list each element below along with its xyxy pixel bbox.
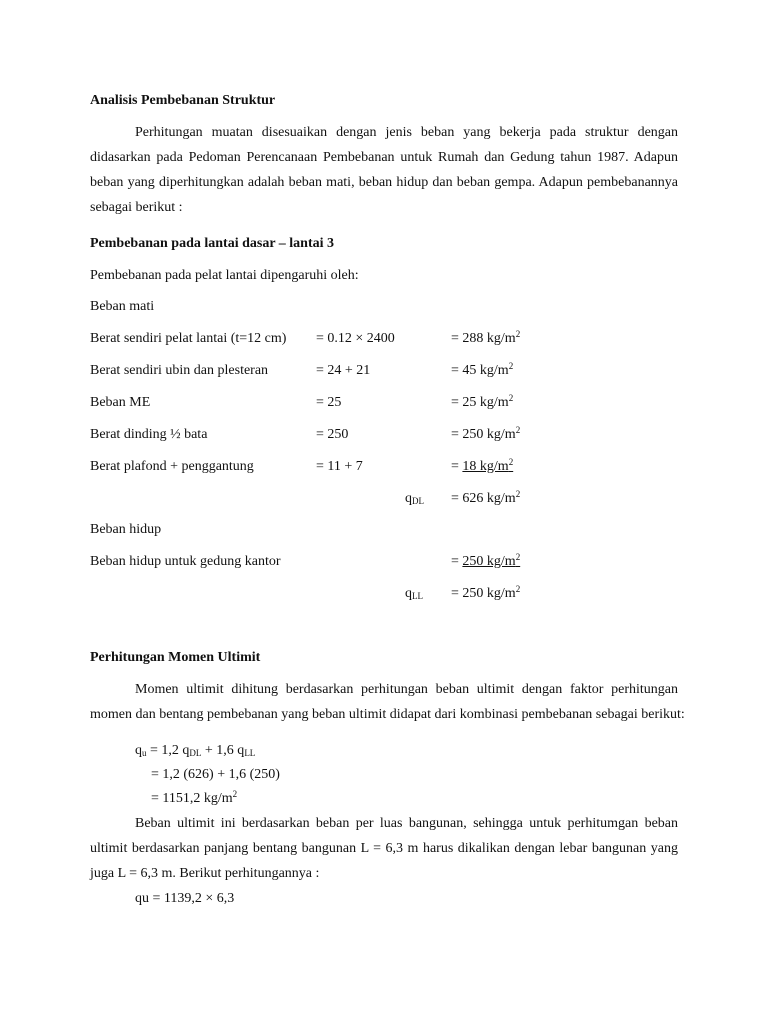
dead-load-total-value: = 626 $kg/m^2$ bbox=[451, 489, 521, 506]
ultimate-load-formula-line-1: $q_u = 1,2$ $q_{DL} + 1,6$ $q_{LL}$ bbox=[135, 743, 256, 758]
dead-load-title: Beban mati bbox=[90, 299, 155, 314]
dead-load-row-label: Beban ME bbox=[90, 395, 151, 410]
ultimate-load-formula-line-2: = 1,2 (626) + 1,6 (250) bbox=[151, 767, 280, 782]
dead-load-row-result: = 25 $kg/m^2$ bbox=[451, 393, 514, 410]
live-load-row-result: = 250 $kg/m^2$ bbox=[451, 552, 521, 569]
intro-line-3: beban yang diperhitungkan adalah beban mati, beban hidup dan beban gempa. Adapun pembebanannya bbox=[90, 175, 678, 190]
qu-calculation-line: qu = 1139,2 × 6,3 bbox=[135, 891, 235, 906]
intro-line-2: didasarkan pada Pedoman Perencanaan Pembebanan untuk Rumah dan Gedung tahun 1987. Adapun bbox=[90, 150, 678, 165]
ultimate-para-line-2: ultimit berdasarkan panjang bentang bangunan L = 6,3 m harus dikalikan dengan lebar bangunan yang bbox=[90, 841, 678, 856]
dead-load-row-formula: = 0.12 × 2400 bbox=[316, 331, 395, 346]
section-heading-load-analysis: Analisis Pembebanan Struktur bbox=[90, 93, 276, 108]
live-load-row-label: Beban hidup untuk gedung kantor bbox=[90, 554, 281, 569]
moment-para-line-2: momen dan bentang pembebanan yang beban ultimit didapat dari kombinasi pembebanan sebagai berikut: bbox=[90, 707, 685, 722]
dead-load-row-result: = 18 $kg/m^2$ bbox=[451, 457, 514, 474]
ultimate-para-line-3: juga L = 6,3 m. Berikut perhitungannya : bbox=[90, 866, 320, 881]
dead-load-row-label: Berat sendiri pelat lantai (t=12 cm) bbox=[90, 331, 287, 346]
dead-load-row-formula: = 24 + 21 bbox=[316, 363, 371, 378]
dead-load-row-result: = 250 $kg/m^2$ bbox=[451, 425, 521, 442]
dead-load-row-result: = 45 $kg/m^2$ bbox=[451, 361, 514, 378]
live-load-total-symbol: $q_{LL}$ bbox=[405, 586, 423, 601]
dead-load-row-result: = 288 $kg/m^2$ bbox=[451, 329, 521, 346]
ultimate-load-formula-line-3: = 1151,2 $kg/m^2$ bbox=[151, 789, 238, 806]
dead-load-row-label: Berat dinding ½ bata bbox=[90, 427, 208, 442]
intro-line-4: sebagai berikut : bbox=[90, 200, 183, 215]
dead-load-row-formula: = 250 bbox=[316, 427, 349, 442]
section-heading-ultimate-moment: Perhitungan Momen Ultimit bbox=[90, 650, 261, 665]
dead-load-total-symbol: $q_{DL}$ bbox=[405, 491, 424, 506]
live-load-title: Beban hidup bbox=[90, 522, 162, 537]
ultimate-para-line-1: Beban ultimit ini berdasarkan beban per luas bangunan, sehingga untuk perhitumgan beban bbox=[135, 816, 678, 831]
dead-load-row-label: Berat plafond + penggantung bbox=[90, 459, 254, 474]
moment-para-line-1: Momen ultimit dihitung berdasarkan perhitungan beban ultimit dengan faktor perhitungan bbox=[135, 682, 678, 697]
live-load-total-value: = 250 $kg/m^2$ bbox=[451, 584, 521, 601]
section-heading-floor-load: Pembebanan pada lantai dasar – lantai 3 bbox=[90, 236, 335, 251]
dead-load-row-formula: = 25 bbox=[316, 395, 342, 410]
plate-intro-text: Pembebanan pada pelat lantai dipengaruhi oleh: bbox=[90, 268, 359, 283]
dead-load-row-formula: = 11 + 7 bbox=[316, 459, 363, 474]
intro-line-1: Perhitungan muatan disesuaikan dengan jenis beban yang bekerja pada struktur dengan bbox=[135, 125, 678, 140]
dead-load-row-label: Berat sendiri ubin dan plesteran bbox=[90, 363, 269, 378]
